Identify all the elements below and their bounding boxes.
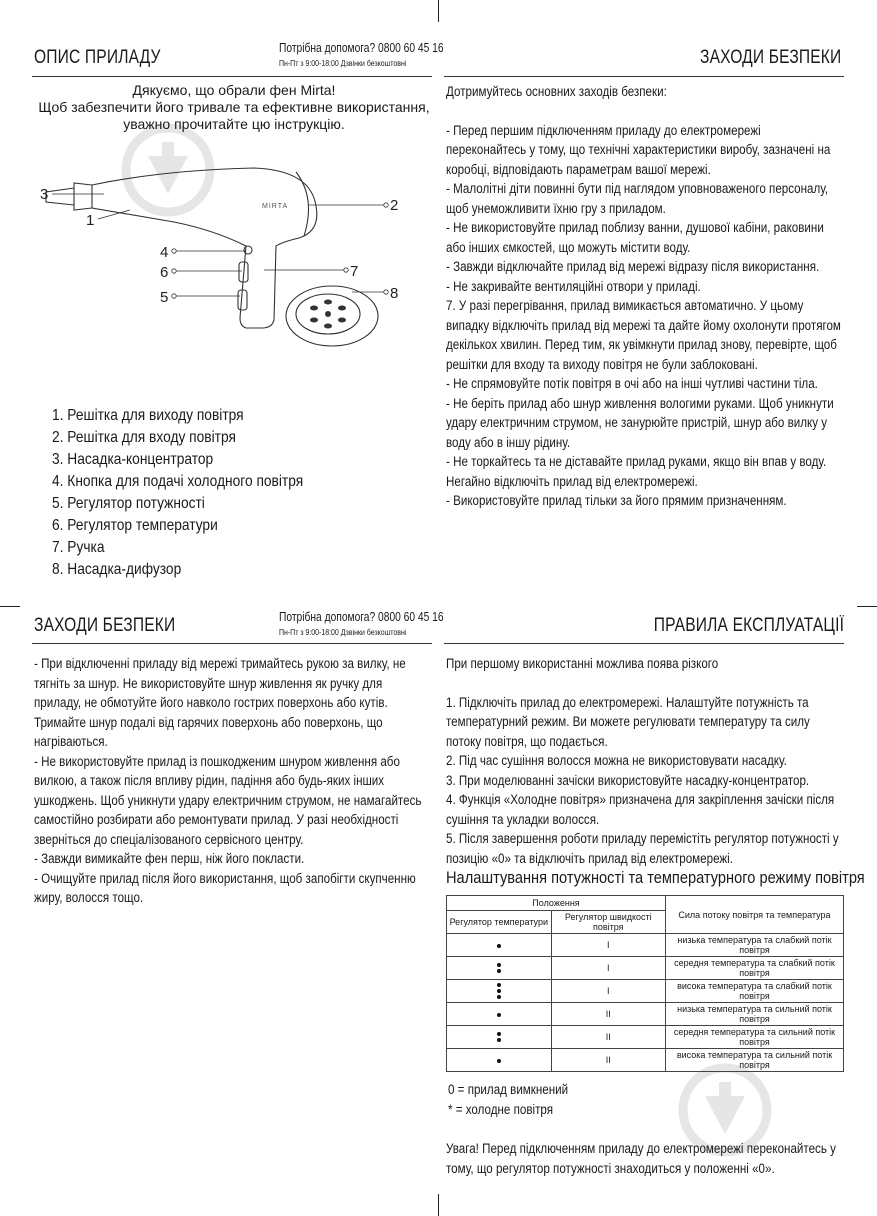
- page-title: ЗАХОДИ БЕЗПЕКИ: [699, 47, 841, 68]
- legend-item: * = холодне повітря: [448, 1101, 554, 1117]
- temp-setting-cell: [447, 934, 552, 957]
- callout-7: 7: [350, 263, 359, 280]
- table-col-header: Сила потоку повітря та температура: [665, 896, 843, 934]
- speed-setting-cell: I: [551, 980, 665, 1003]
- warning-note: [446, 1139, 842, 1178]
- list-item: 5. Після завершення роботи приладу перемістіть регулятор потужності у позицію «0» та відключіть прилад від електромережі.: [446, 831, 839, 866]
- callout-3: 3: [40, 186, 49, 203]
- temp-dots-icon: [497, 1059, 501, 1063]
- callout-2: 2: [390, 197, 399, 214]
- callout-1: 1: [86, 212, 95, 229]
- list-item: 1. Решітка для виходу повітря: [52, 407, 244, 424]
- header-rule: [444, 76, 844, 77]
- list-item: 4. Кнопка для подачі холодного повітря: [52, 473, 304, 490]
- help-line: [279, 42, 444, 70]
- speed-setting-cell: I: [551, 934, 665, 957]
- callout-8: 8: [390, 285, 399, 302]
- list-item: 6. Регулятор температури: [52, 517, 218, 534]
- usage-instructions: [446, 654, 842, 868]
- list-item: 3. При моделюванні зачіски використовуйте насадку-концентратор.: [446, 772, 810, 788]
- list-item: - Очищуйте прилад після його використання, щоб запобігти скупченню жиру, волосся тощо.: [34, 870, 416, 905]
- brand-label: MIRTA: [262, 203, 289, 210]
- temp-dots-icon: [497, 1032, 501, 1042]
- callout-5: 5: [160, 289, 169, 306]
- crop-mark-right: [857, 606, 877, 607]
- list-item: - Не використовуйте прилад поблизу ванни, душової кабіни, раковини або інших ємкостей, що можуть містити воду.: [446, 220, 824, 255]
- result-cell: середня температура та сильний потік повітря: [665, 1026, 843, 1049]
- intro-line: Щоб забезпечити його тривале та ефективне використання,: [38, 99, 430, 115]
- safety-list: [446, 82, 842, 511]
- temp-setting-cell: [447, 980, 552, 1003]
- list-item: - Не спрямовуйте потік повітря в очі або на інші чутливі частини тіла.: [446, 376, 818, 391]
- list-item: - Завжди вимикайте фен перш, ніж його покласти.: [34, 851, 305, 866]
- callout-4: 4: [160, 244, 169, 261]
- speed-setting-cell: I: [551, 957, 665, 980]
- help-hours: Пн-Пт з 9:00-18:00 Дзвінки безкоштовні: [279, 58, 407, 68]
- parts-list: [52, 405, 413, 581]
- speed-setting-cell: II: [551, 1003, 665, 1026]
- list-item: 4. Функція «Холодне повітря» призначена для закріплення зачіски після сушіння та укладки волосся.: [446, 792, 835, 827]
- temp-dots-icon: [497, 963, 501, 973]
- list-item: - Не закривайте вентиляційні отвори у приладі.: [446, 278, 701, 294]
- table-row: [447, 1003, 844, 1026]
- list-item: 7. У разі перегрівання, прилад вимикається автоматично. У цьому випадку відключіть прилад від мережі та дайте йому охолонути протягом декількох хвилин. Перед тим, як увімкнути прилад знову, перевірте, щоб решітки для входу та виходу повітря не були заблоковані.: [446, 298, 841, 372]
- table-title: Налаштування потужності та температурного режиму повітря: [446, 868, 865, 887]
- table-group-header: Положення: [447, 896, 666, 911]
- legend-item: 0 = прилад вимкнений: [448, 1082, 569, 1097]
- intro-line: уважно прочитайте цю інструкцію.: [123, 116, 345, 132]
- table-row: [447, 1026, 844, 1049]
- table-row: [447, 1049, 844, 1072]
- usage-lead: При першому використанні можлива поява різкого: [446, 656, 719, 671]
- list-item: - Не торкайтесь та не діставайте прилад руками, якщо він впав у воду. Негайно відключіть прилад від електромережі.: [446, 454, 827, 489]
- header-rule: [32, 643, 432, 644]
- help-hours: Пн-Пт з 9:00-18:00 Дзвінки безкоштовні: [279, 627, 407, 637]
- temp-dots-icon: [497, 983, 501, 999]
- help-phone: Потрібна допомога? 0800 60 45 16: [279, 610, 444, 624]
- safety-lead: Дотримуйтесь основних заходів безпеки:: [446, 84, 667, 99]
- crop-mark-left: [0, 606, 20, 607]
- result-cell: середня температура та слабкий потік повітря: [665, 957, 843, 980]
- list-item: 2. Під час сушіння волосся можна не використовувати насадку.: [446, 753, 787, 768]
- speed-setting-cell: II: [551, 1049, 665, 1072]
- callout-6: 6: [160, 264, 169, 281]
- list-item: - При відключенні приладу від мережі тримайтесь рукою за вилку, не тягніть за шнур. Не використовуйте шнур живлення як ручку для приладу, не обмотуйте його навколо гострих поверхонь або кутів. Тримайте шнур подалі від гарячих поверхонь або поверхонь, що нагріваються.: [34, 656, 406, 749]
- list-item: 2. Решітка для входу повітря: [52, 429, 236, 446]
- page-title: ОПИС ПРИЛАДУ: [34, 47, 161, 68]
- temp-setting-cell: [447, 957, 552, 980]
- page-title: ПРАВИЛА ЕКСПЛУАТАЦІЇ: [653, 615, 844, 636]
- list-item: - Не використовуйте прилад із пошкодженим шнуром живлення або вилкою, а також після впливу рідин, падіння або будь-яких інших ушкоджень. Щоб уникнути удару електричним струмом, не намагайтесь самостійно розбирати або ремонтувати прилад. У разі необхідності зверніться до спеціалізованого сервісного центру.: [34, 753, 422, 847]
- header-rule: [444, 643, 844, 644]
- list-item: 5. Регулятор потужності: [52, 495, 205, 512]
- temp-setting-cell: [447, 1003, 552, 1026]
- settings-table: [446, 895, 844, 1072]
- list-item: - Не беріть прилад або шнур живлення вологими руками. Щоб уникнути удару електричним струмом, не занурюйте пристрій, шнур або вилку у воду або в іншу рідину.: [446, 395, 834, 450]
- list-item: - Завжди відключайте прилад від мережі відразу після використання.: [446, 259, 820, 274]
- temp-dots-icon: [497, 944, 501, 948]
- safety-list-continued: [34, 654, 430, 908]
- intro-line: Дякуємо, що обрали фен Mirta!: [132, 82, 336, 98]
- legend: [448, 1080, 706, 1119]
- table-row: [447, 957, 844, 980]
- list-item: 8. Насадка-дифузор: [52, 561, 182, 578]
- crop-mark-top: [438, 0, 439, 22]
- list-item: - Перед першим підключенням приладу до електромережі переконайтесь у тому, що технічні характеристики виробу, зазначені на коробці, відповідають параметрам вашої мережі.: [446, 122, 831, 177]
- list-item: 1. Підключіть прилад до електромережі. Налаштуйте потужність та температурний режим. Ви можете регулювати температуру та силу потоку повітря, що подається.: [446, 694, 810, 749]
- table-body: [447, 934, 844, 1072]
- result-cell: висока температура та слабкий потік повітря: [665, 980, 843, 1003]
- table-col-header: Регулятор температури: [447, 911, 552, 934]
- crop-mark-bottom: [438, 1194, 439, 1216]
- list-item: 7. Ручка: [52, 539, 105, 556]
- help-phone: Потрібна допомога? 0800 60 45 16: [279, 41, 444, 55]
- list-item: - Використовуйте прилад тільки за його прямим призначенням.: [446, 493, 787, 508]
- table-row: [447, 934, 844, 957]
- table-row: [447, 980, 844, 1003]
- temp-setting-cell: [447, 1049, 552, 1072]
- list-item: 3. Насадка-концентратор: [52, 451, 214, 468]
- temp-setting-cell: [447, 1026, 552, 1049]
- speed-setting-cell: II: [551, 1026, 665, 1049]
- table-col-header: Регулятор швидкості повітря: [551, 911, 665, 934]
- hair-dryer-diagram: [34, 150, 404, 350]
- list-item: - Малолітні діти повинні бути під наглядом уповноваженого персоналу, щоб унеможливити їхню гру з приладом.: [446, 181, 829, 216]
- result-cell: висока температура та сильний потік повітря: [665, 1049, 843, 1072]
- temp-dots-icon: [497, 1013, 501, 1017]
- intro-text: [34, 82, 434, 133]
- page-title: ЗАХОДИ БЕЗПЕКИ: [34, 615, 176, 636]
- result-cell: низька температура та слабкий потік повітря: [665, 934, 843, 957]
- header-rule: [32, 76, 432, 77]
- warning-text: Увага! Перед підключенням приладу до електромережі переконайтесь у тому, що регулятор потужності знаходиться у положенні «0».: [446, 1141, 836, 1176]
- result-cell: низька температура та сильний потік повітря: [665, 1003, 843, 1026]
- help-line: [279, 611, 444, 639]
